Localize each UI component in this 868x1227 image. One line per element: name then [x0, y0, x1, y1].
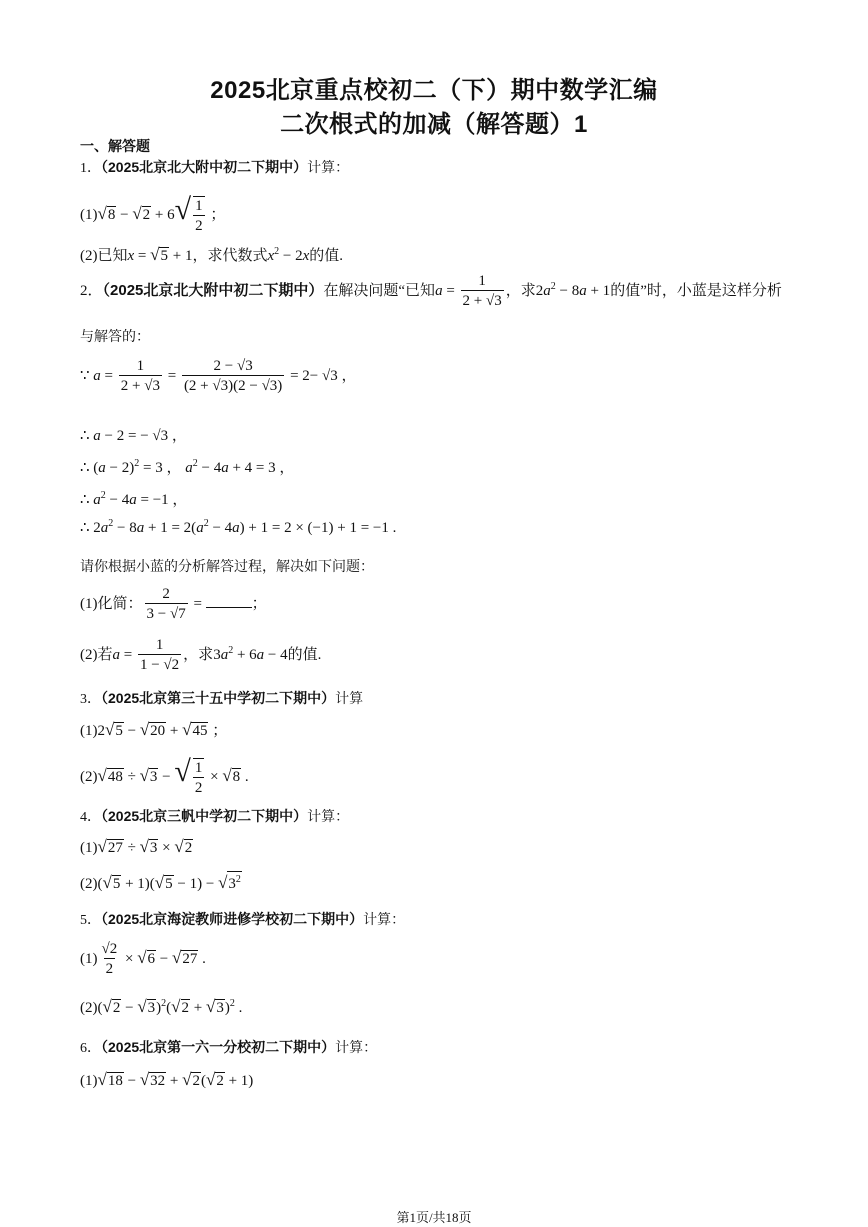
question-5-header: 5．（2025北京海淀教师进修学校初二下期中）计算： — [80, 911, 406, 928]
question-2-ask: 请你根据小蓝的分析解答过程，解决如下问题： — [80, 560, 374, 575]
page-footer: 第1页/共18页 — [396, 1210, 472, 1225]
question-2-stem-line2: 与解答的： — [80, 330, 150, 345]
question-6-header: 6．（2025北京第一六一分校初二下期中）计算： — [80, 1039, 378, 1056]
question-1-part-2: (2)已知x = √5 + 1，求代数式$x^2 - 2x$的值. — [80, 245, 344, 264]
question-2-header: 2．（2025北京北大附中初二下期中）在解决问题“已知a = $\frac{1}{2 + √3}$ ，求$2a^2 - 8a + 1$的值”时，小蓝是这样分析 — [80, 273, 782, 309]
question-3-header: 3．（2025北京第三十五中学初二下期中）计算 — [80, 690, 364, 707]
solution-step-1: ∵ a = $\frac{1}{2 + √3}$ = $\frac{2 - √3}{(2 + √3)(2 - √3)}$ = 2− √3 ， — [80, 358, 357, 394]
question-2-part-1: (1)化简： $\frac{2}{3 - √7}$ = ； — [80, 586, 267, 622]
question-task: 计算： — [307, 161, 350, 176]
question-4-part-1: (1)√27 ÷ √3 × √2 — [80, 837, 193, 856]
question-4-header: 4．（2025北京三帆中学初二下期中）计算： — [80, 808, 350, 825]
solution-step-4: ∴ $a^2 - 4a = -1$ ， — [80, 490, 188, 508]
question-6-part-1: (1)√18 − √32 + √2(√2 + 1) — [80, 1070, 254, 1089]
solution-step-5: ∴ $2a^2 - 8a + 1 = 2(a^2 - 4a) + 1 = 2 \times (-1) + 1 = -1$ . — [80, 518, 397, 536]
question-1-header — [80, 157, 349, 177]
question-3-part-2: (2)√48 ÷ √3 − √ $\frac{1}{2}$ × √8 . — [80, 755, 249, 796]
page-subtitle: 二次根式的加减（解答题）1 — [280, 111, 588, 138]
question-source: （2025北京北大附中初二下期中） — [101, 159, 308, 175]
page-title: 2025北京重点校初二（下）期中数学汇编 — [210, 77, 658, 104]
question-number: 1． — [80, 161, 101, 176]
question-3-part-1: (1)2√5 − √20 + √45 ； — [80, 720, 228, 739]
question-2-part-2: (2)若a = $\frac{1}{1 - √2}$ ，求$3a^2 + 6a - 4$的值. — [80, 637, 322, 673]
question-5-part-1: (1) $\frac{√2}{2}$ × √6 − √27 . — [80, 941, 206, 977]
answer-blank[interactable] — [206, 593, 252, 608]
solution-step-3: ∴ $(a - 2)^2 = 3$ ， $a^2 - 4a + 4 = 3$ ， — [80, 458, 295, 476]
question-5-part-2: $(2)(√2 - √3)^2(√2 + √3)^2$ . — [80, 997, 243, 1016]
section-heading: 一、解答题 — [80, 138, 150, 154]
solution-step-2: ∴ a − 2 = − √3 ， — [80, 428, 187, 444]
question-4-part-2: $(2)(√5 + 1)(√5 - 1) - √3^2$ — [80, 873, 241, 892]
question-1-part-1: (1)√8 − √2 + 6√ $\frac{1}{2}$ ； — [80, 193, 226, 234]
